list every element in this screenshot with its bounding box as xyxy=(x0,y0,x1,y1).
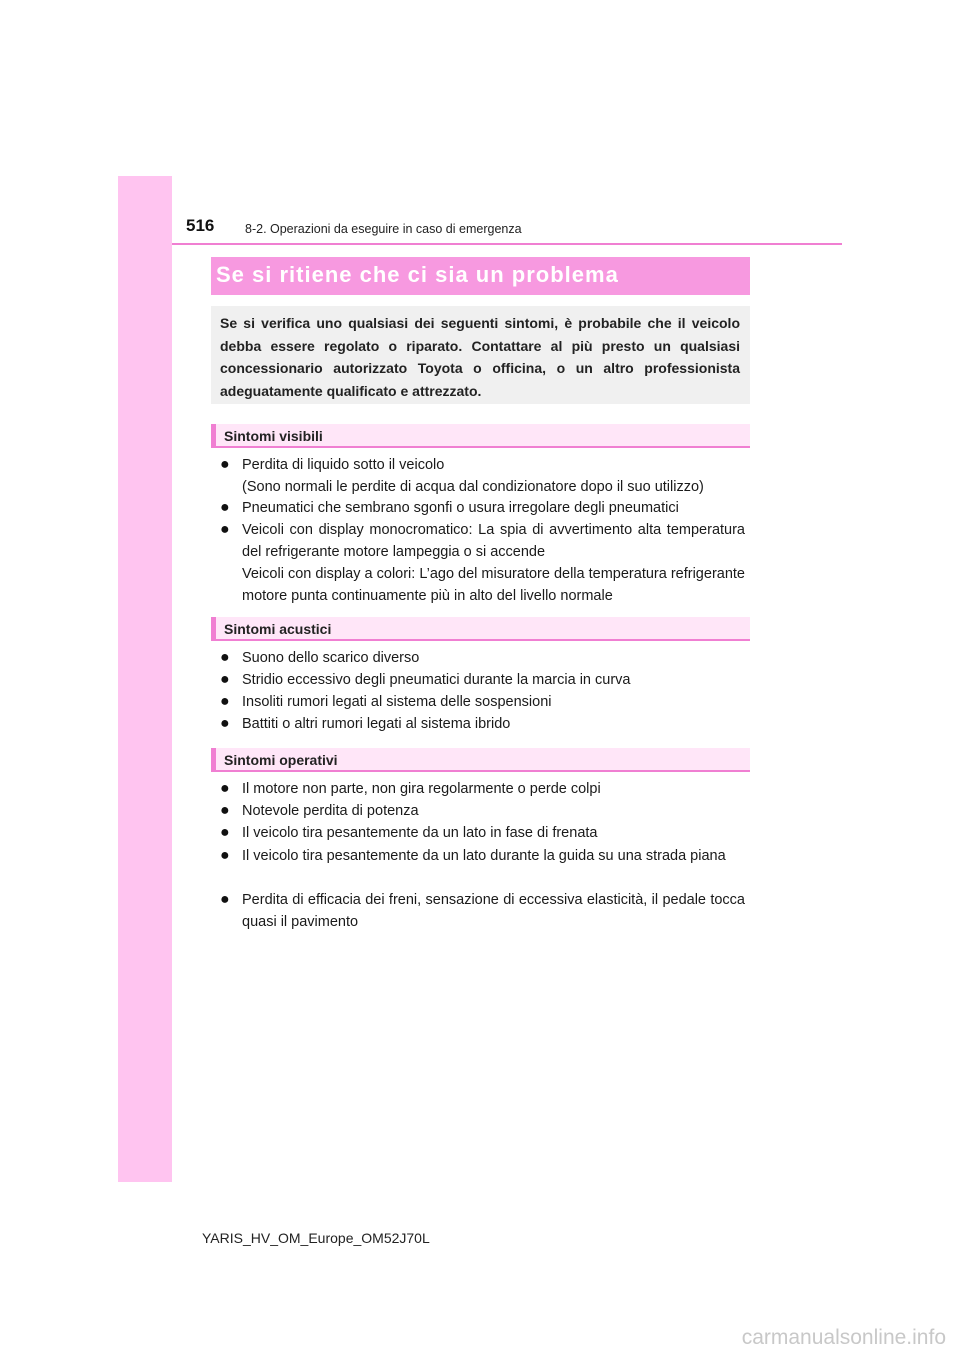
subsection-heading-visibili xyxy=(211,424,750,448)
bullet-icon: ● xyxy=(220,649,230,666)
bullet-icon: ● xyxy=(220,891,230,908)
list-item xyxy=(220,647,745,669)
item-text: Pneumatici che sembrano sgonfi o usura irregolare degli pneumatici xyxy=(242,500,679,516)
item-text: Perdita di liquido sotto il veicolo xyxy=(242,457,445,473)
bullet-icon: ● xyxy=(220,671,230,688)
item-note: (Sono normali le perdite di acqua dal condizionatore dopo il suo utilizzo) xyxy=(242,479,704,495)
bullet-icon: ● xyxy=(220,847,230,864)
list-item xyxy=(220,669,745,691)
bullet-icon: ● xyxy=(220,824,230,841)
list-item xyxy=(220,454,745,498)
item-text: Suono dello scarico diverso xyxy=(242,650,420,666)
bullet-icon: ● xyxy=(220,499,230,516)
list-item xyxy=(220,889,745,933)
list-item xyxy=(220,845,745,867)
bullet-icon: ● xyxy=(220,802,230,819)
item-text: Il veicolo tira pesantemente da un lato in fase di frenata xyxy=(242,825,598,841)
watermark: carmanualsonline.info xyxy=(741,1326,946,1349)
list-item xyxy=(220,713,745,735)
subsection-title: Sintomi acustici xyxy=(224,621,332,637)
subsection-heading-operativi xyxy=(211,748,750,772)
bullet-icon: ● xyxy=(220,521,230,538)
list-item xyxy=(220,778,745,800)
bullet-icon: ● xyxy=(220,715,230,732)
section-heading: 8-2. Operazioni da eseguire in caso di emergenza xyxy=(245,222,522,236)
item-text: Perdita di efficacia dei freni, sensazione di eccessiva elasticità, il pedale tocca quasi il pavimento xyxy=(242,892,745,930)
item-text: Il motore non parte, non gira regolarmente o perde colpi xyxy=(242,781,601,797)
subsection-heading-acustici xyxy=(211,617,750,641)
document-footer-code: YARIS_HV_OM_Europe_OM52J70L xyxy=(202,1230,430,1246)
page-title: Se si ritiene che ci sia un problema xyxy=(216,262,619,287)
item-text: Veicoli con display monocromatico: La spia di avvertimento alta temperatura del refrigerante motore lampeggia o si accende xyxy=(242,522,745,560)
item-text: Insoliti rumori legati al sistema delle sospensioni xyxy=(242,694,552,710)
bullet-icon: ● xyxy=(220,780,230,797)
list-item xyxy=(220,519,745,607)
subsection-title: Sintomi operativi xyxy=(224,752,338,768)
list-item xyxy=(220,800,745,822)
bullet-icon: ● xyxy=(220,693,230,710)
item-text: Stridio eccessivo degli pneumatici durante la marcia in curva xyxy=(242,672,631,688)
list-item xyxy=(220,822,745,844)
page-number: 516 xyxy=(186,216,215,235)
item-text: Battiti o altri rumori legati al sistema ibrido xyxy=(242,716,511,732)
header-rule xyxy=(172,243,842,245)
subsection-title: Sintomi visibili xyxy=(224,428,323,444)
list-item xyxy=(220,497,745,519)
item-text: Il veicolo tira pesantemente da un lato durante la guida su una strada piana xyxy=(242,848,726,864)
intro-text: Se si verifica uno qualsiasi dei seguenti sintomi, è probabile che il veicolo debba essere regolato o riparato. Contattare al più presto un qualsiasi concessionario autorizzato Toyota o officina, o un altro professionista adeguatamente qualificato e attrezzato. xyxy=(220,315,740,399)
list-item xyxy=(220,691,745,713)
bullet-icon: ● xyxy=(220,456,230,473)
side-tab-band xyxy=(118,176,172,1182)
item-text: Notevole perdita di potenza xyxy=(242,803,419,819)
item-text: Veicoli con display a colori: L’ago del misuratore della temperatura refrigerante motore punta continuamente più in alto del livello normale xyxy=(242,566,745,604)
